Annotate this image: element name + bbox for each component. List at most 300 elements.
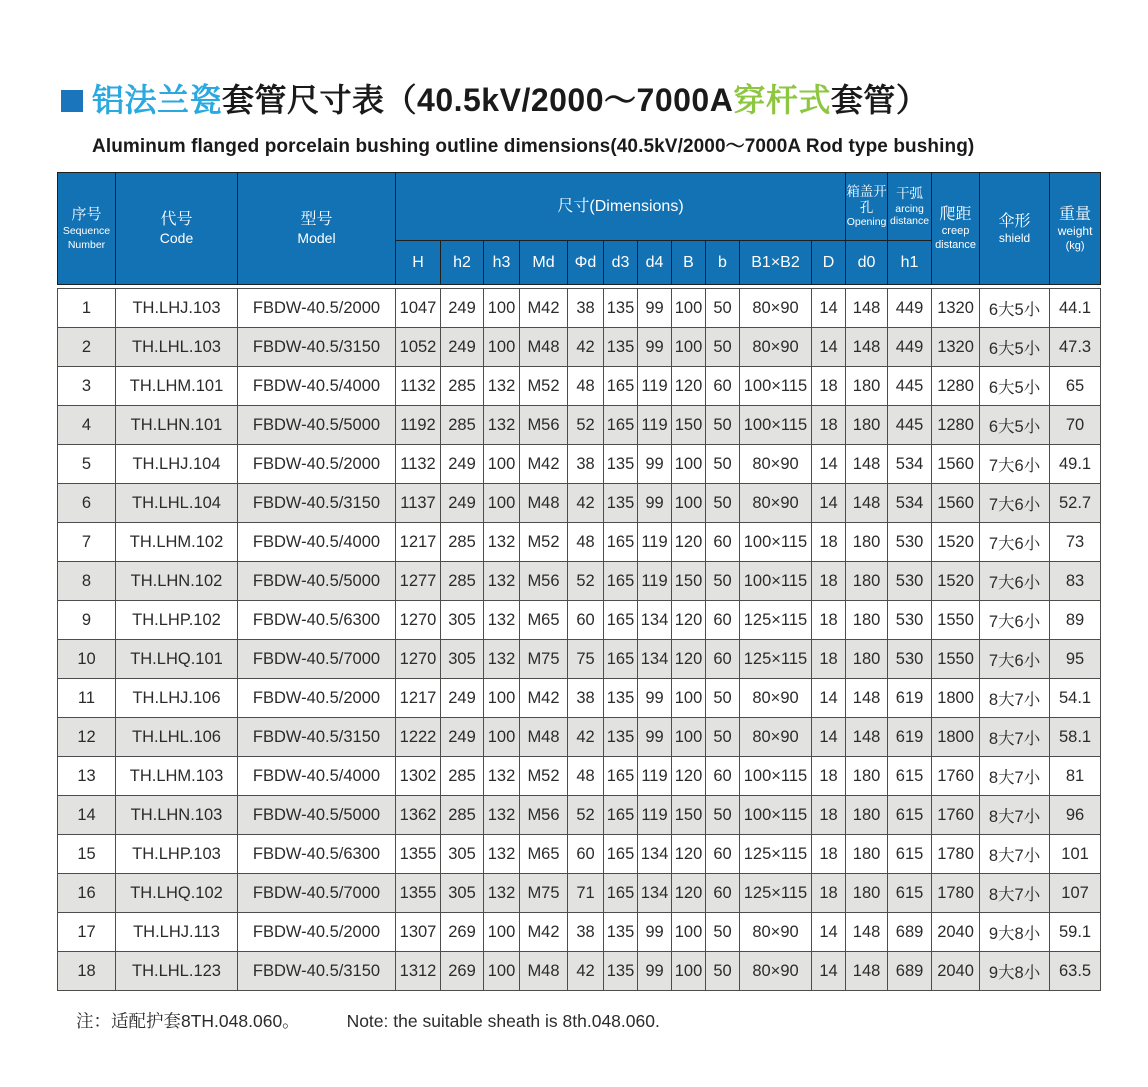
h1-cell: 530 bbox=[888, 640, 932, 679]
b-cap-cell: 120 bbox=[672, 874, 706, 913]
b1xb2-cell: 80×90 bbox=[740, 952, 812, 991]
h2-cell: 249 bbox=[441, 328, 484, 367]
b-cap-cell: 100 bbox=[672, 679, 706, 718]
d4-cell: 119 bbox=[638, 562, 672, 601]
weight-cell: 81 bbox=[1050, 757, 1101, 796]
model-cell: FBDW-40.5/7000 bbox=[238, 874, 396, 913]
creep-label-cn: 爬距 bbox=[939, 206, 972, 224]
d-cell: 14 bbox=[812, 679, 846, 718]
phi-d-cell: 38 bbox=[568, 679, 604, 718]
b-low-cell: 50 bbox=[706, 328, 740, 367]
b1xb2-cell: 100×115 bbox=[740, 367, 812, 406]
opening-label-cn: 箱盖开孔 bbox=[846, 184, 887, 215]
b1xb2-cell: 100×115 bbox=[740, 523, 812, 562]
d0-cell: 148 bbox=[846, 718, 888, 757]
title-part-black2: 套管） bbox=[830, 82, 929, 118]
code-cell: TH.LHN.103 bbox=[116, 796, 238, 835]
h-cell: 1312 bbox=[396, 952, 441, 991]
b-cap-cell: 100 bbox=[672, 952, 706, 991]
table-row bbox=[58, 445, 1101, 484]
d4-cell: 99 bbox=[638, 484, 672, 523]
md-cell: M52 bbox=[520, 523, 568, 562]
h-cell: 1217 bbox=[396, 679, 441, 718]
table-row bbox=[58, 874, 1101, 913]
col-header-D: D bbox=[812, 241, 846, 285]
h-cell: 1137 bbox=[396, 484, 441, 523]
d-cell: 18 bbox=[812, 523, 846, 562]
b-cap-cell: 100 bbox=[672, 484, 706, 523]
h-cell: 1355 bbox=[396, 874, 441, 913]
page-subtitle: Aluminum flanged porcelain bushing outline dimensions(40.5kV/2000～7000A Rod type bushing) bbox=[92, 136, 975, 157]
h2-cell: 249 bbox=[441, 718, 484, 757]
table-row bbox=[58, 757, 1101, 796]
col-header-Md: Md bbox=[520, 241, 568, 285]
weight-cell: 73 bbox=[1050, 523, 1101, 562]
d0-cell: 148 bbox=[846, 952, 888, 991]
md-cell: M75 bbox=[520, 640, 568, 679]
h-cell: 1270 bbox=[396, 601, 441, 640]
code-label-cn: 代号 bbox=[160, 211, 193, 228]
d-cell: 18 bbox=[812, 874, 846, 913]
d-cell: 18 bbox=[812, 601, 846, 640]
h-cell: 1192 bbox=[396, 406, 441, 445]
header-row-1 bbox=[58, 173, 1101, 241]
d-cell: 18 bbox=[812, 796, 846, 835]
md-cell: M48 bbox=[520, 718, 568, 757]
table-row bbox=[58, 796, 1101, 835]
b-cap-cell: 120 bbox=[672, 835, 706, 874]
shield-cell: 9大8小 bbox=[980, 913, 1050, 952]
table-row bbox=[58, 601, 1101, 640]
phi-d-cell: 52 bbox=[568, 562, 604, 601]
h2-cell: 249 bbox=[441, 679, 484, 718]
arcing-label-cn: 干弧 bbox=[896, 186, 924, 202]
b-low-cell: 50 bbox=[706, 679, 740, 718]
shield-cell: 8大7小 bbox=[980, 874, 1050, 913]
h3-cell: 132 bbox=[484, 835, 520, 874]
model-cell: FBDW-40.5/6300 bbox=[238, 835, 396, 874]
table-row bbox=[58, 562, 1101, 601]
col-header-shield bbox=[980, 173, 1050, 285]
d0-cell: 148 bbox=[846, 913, 888, 952]
h3-cell: 132 bbox=[484, 523, 520, 562]
h2-cell: 269 bbox=[441, 952, 484, 991]
d4-cell: 119 bbox=[638, 757, 672, 796]
d-cell: 14 bbox=[812, 328, 846, 367]
h3-cell: 132 bbox=[484, 601, 520, 640]
shield-cell: 7大6小 bbox=[980, 484, 1050, 523]
d3-cell: 165 bbox=[604, 523, 638, 562]
b-low-cell: 50 bbox=[706, 913, 740, 952]
shield-cell: 8大7小 bbox=[980, 679, 1050, 718]
phi-d-cell: 48 bbox=[568, 523, 604, 562]
sequence-cell: 18 bbox=[58, 952, 116, 991]
col-header-dimensions bbox=[396, 173, 846, 241]
col-header-model bbox=[238, 173, 396, 285]
model-cell: FBDW-40.5/4000 bbox=[238, 757, 396, 796]
phi-d-cell: 48 bbox=[568, 757, 604, 796]
b-cap-cell: 120 bbox=[672, 640, 706, 679]
phi-d-cell: 48 bbox=[568, 367, 604, 406]
d3-cell: 165 bbox=[604, 835, 638, 874]
model-cell: FBDW-40.5/3150 bbox=[238, 328, 396, 367]
h2-cell: 249 bbox=[441, 484, 484, 523]
h3-cell: 100 bbox=[484, 328, 520, 367]
b-low-cell: 50 bbox=[706, 952, 740, 991]
col-header-d4: d4 bbox=[638, 241, 672, 285]
code-cell: TH.LHJ.104 bbox=[116, 445, 238, 484]
phi-d-cell: 42 bbox=[568, 718, 604, 757]
table-row bbox=[58, 328, 1101, 367]
b1xb2-cell: 100×115 bbox=[740, 406, 812, 445]
h1-cell: 615 bbox=[888, 874, 932, 913]
d-cell: 14 bbox=[812, 445, 846, 484]
d0-cell: 148 bbox=[846, 328, 888, 367]
md-cell: M48 bbox=[520, 484, 568, 523]
shield-cell: 7大6小 bbox=[980, 601, 1050, 640]
h2-cell: 249 bbox=[441, 445, 484, 484]
sequence-cell: 1 bbox=[58, 289, 116, 328]
model-label-en: Model bbox=[297, 230, 336, 247]
b-low-cell: 60 bbox=[706, 601, 740, 640]
d0-cell: 180 bbox=[846, 406, 888, 445]
col-header-h2: h2 bbox=[441, 241, 484, 285]
col-header-sequence bbox=[58, 173, 116, 285]
h-cell: 1270 bbox=[396, 640, 441, 679]
title-part-black1: 套管尺寸表（40.5kV/2000～7000A bbox=[222, 82, 734, 118]
h-cell: 1047 bbox=[396, 289, 441, 328]
shield-cell: 8大7小 bbox=[980, 757, 1050, 796]
code-cell: TH.LHQ.102 bbox=[116, 874, 238, 913]
col-header-b: b bbox=[706, 241, 740, 285]
creep-distance-cell: 1800 bbox=[932, 679, 980, 718]
phi-d-cell: 71 bbox=[568, 874, 604, 913]
b-low-cell: 50 bbox=[706, 406, 740, 445]
h2-cell: 305 bbox=[441, 835, 484, 874]
title-part-green: 穿杆式 bbox=[733, 82, 831, 118]
b-low-cell: 60 bbox=[706, 640, 740, 679]
shield-cell: 8大7小 bbox=[980, 718, 1050, 757]
h-cell: 1217 bbox=[396, 523, 441, 562]
h1-cell: 530 bbox=[888, 523, 932, 562]
h-cell: 1307 bbox=[396, 913, 441, 952]
d0-cell: 180 bbox=[846, 367, 888, 406]
code-cell: TH.LHN.102 bbox=[116, 562, 238, 601]
b1xb2-cell: 80×90 bbox=[740, 679, 812, 718]
md-cell: M52 bbox=[520, 367, 568, 406]
h2-cell: 285 bbox=[441, 796, 484, 835]
col-header-H: H bbox=[396, 241, 441, 285]
h2-cell: 285 bbox=[441, 406, 484, 445]
phi-d-cell: 38 bbox=[568, 445, 604, 484]
d3-cell: 135 bbox=[604, 328, 638, 367]
sequence-cell: 4 bbox=[58, 406, 116, 445]
sequence-cell: 8 bbox=[58, 562, 116, 601]
d3-cell: 165 bbox=[604, 796, 638, 835]
table-row bbox=[58, 952, 1101, 991]
sequence-label-en2: Number bbox=[67, 238, 106, 251]
md-cell: M65 bbox=[520, 601, 568, 640]
phi-d-cell: 42 bbox=[568, 328, 604, 367]
b-cap-cell: 100 bbox=[672, 913, 706, 952]
b1xb2-cell: 80×90 bbox=[740, 328, 812, 367]
h3-cell: 132 bbox=[484, 757, 520, 796]
h1-cell: 619 bbox=[888, 679, 932, 718]
h3-cell: 100 bbox=[484, 484, 520, 523]
d-cell: 18 bbox=[812, 835, 846, 874]
weight-cell: 49.1 bbox=[1050, 445, 1101, 484]
model-cell: FBDW-40.5/3150 bbox=[238, 952, 396, 991]
b1xb2-cell: 125×115 bbox=[740, 835, 812, 874]
sequence-cell: 11 bbox=[58, 679, 116, 718]
b-cap-cell: 120 bbox=[672, 601, 706, 640]
d0-cell: 180 bbox=[846, 757, 888, 796]
d4-cell: 119 bbox=[638, 523, 672, 562]
phi-d-cell: 42 bbox=[568, 484, 604, 523]
d-cell: 18 bbox=[812, 367, 846, 406]
code-cell: TH.LHM.102 bbox=[116, 523, 238, 562]
b1xb2-cell: 100×115 bbox=[740, 796, 812, 835]
creep-distance-cell: 1550 bbox=[932, 601, 980, 640]
b-cap-cell: 100 bbox=[672, 718, 706, 757]
shield-cell: 7大6小 bbox=[980, 640, 1050, 679]
d-cell: 14 bbox=[812, 718, 846, 757]
sequence-label-en1: Sequence bbox=[62, 225, 111, 238]
creep-distance-cell: 1520 bbox=[932, 562, 980, 601]
d0-cell: 180 bbox=[846, 601, 888, 640]
h1-cell: 615 bbox=[888, 796, 932, 835]
md-cell: M52 bbox=[520, 757, 568, 796]
h-cell: 1132 bbox=[396, 445, 441, 484]
sequence-cell: 17 bbox=[58, 913, 116, 952]
model-cell: FBDW-40.5/5000 bbox=[238, 562, 396, 601]
weight-cell: 95 bbox=[1050, 640, 1101, 679]
sequence-cell: 5 bbox=[58, 445, 116, 484]
code-cell: TH.LHL.106 bbox=[116, 718, 238, 757]
h1-cell: 449 bbox=[888, 289, 932, 328]
table-row bbox=[58, 406, 1101, 445]
creep-distance-cell: 1560 bbox=[932, 445, 980, 484]
b1xb2-cell: 80×90 bbox=[740, 445, 812, 484]
creep-label-en1: creep bbox=[941, 225, 970, 238]
title-text bbox=[92, 80, 928, 120]
h3-cell: 132 bbox=[484, 406, 520, 445]
table-row bbox=[58, 289, 1101, 328]
weight-cell: 83 bbox=[1050, 562, 1101, 601]
creep-distance-cell: 1760 bbox=[932, 796, 980, 835]
sequence-cell: 6 bbox=[58, 484, 116, 523]
b-cap-cell: 120 bbox=[672, 757, 706, 796]
col-header-d3: d3 bbox=[604, 241, 638, 285]
creep-distance-cell: 1780 bbox=[932, 874, 980, 913]
d-cell: 14 bbox=[812, 289, 846, 328]
h1-cell: 689 bbox=[888, 913, 932, 952]
h2-cell: 285 bbox=[441, 523, 484, 562]
col-header-Φd: Φd bbox=[568, 241, 604, 285]
d3-cell: 135 bbox=[604, 679, 638, 718]
h3-cell: 132 bbox=[484, 874, 520, 913]
h-cell: 1355 bbox=[396, 835, 441, 874]
b1xb2-cell: 80×90 bbox=[740, 484, 812, 523]
model-cell: FBDW-40.5/7000 bbox=[238, 640, 396, 679]
h2-cell: 305 bbox=[441, 601, 484, 640]
weight-cell: 89 bbox=[1050, 601, 1101, 640]
h1-cell: 534 bbox=[888, 484, 932, 523]
md-cell: M75 bbox=[520, 874, 568, 913]
h-cell: 1277 bbox=[396, 562, 441, 601]
h1-cell: 530 bbox=[888, 601, 932, 640]
b1xb2-cell: 100×115 bbox=[740, 757, 812, 796]
table-row bbox=[58, 718, 1101, 757]
d3-cell: 165 bbox=[604, 562, 638, 601]
sequence-cell: 7 bbox=[58, 523, 116, 562]
b-cap-cell: 100 bbox=[672, 328, 706, 367]
model-cell: FBDW-40.5/5000 bbox=[238, 406, 396, 445]
d4-cell: 99 bbox=[638, 679, 672, 718]
creep-distance-cell: 1760 bbox=[932, 757, 980, 796]
b-low-cell: 60 bbox=[706, 874, 740, 913]
weight-label-en: weight bbox=[1057, 223, 1093, 238]
md-cell: M42 bbox=[520, 913, 568, 952]
b-cap-cell: 150 bbox=[672, 796, 706, 835]
b-low-cell: 60 bbox=[706, 523, 740, 562]
h-cell: 1052 bbox=[396, 328, 441, 367]
code-cell: TH.LHP.103 bbox=[116, 835, 238, 874]
shield-cell: 6大5小 bbox=[980, 367, 1050, 406]
model-cell: FBDW-40.5/3150 bbox=[238, 484, 396, 523]
sequence-cell: 16 bbox=[58, 874, 116, 913]
d4-cell: 119 bbox=[638, 367, 672, 406]
d-cell: 18 bbox=[812, 406, 846, 445]
d0-cell: 180 bbox=[846, 640, 888, 679]
b-low-cell: 50 bbox=[706, 289, 740, 328]
md-cell: M48 bbox=[520, 952, 568, 991]
code-label-en: Code bbox=[159, 230, 194, 247]
d0-cell: 148 bbox=[846, 679, 888, 718]
dimensions-label: 尺寸(Dimensions) bbox=[557, 197, 684, 215]
col-header-opening bbox=[846, 173, 888, 241]
creep-distance-cell: 2040 bbox=[932, 952, 980, 991]
d-cell: 14 bbox=[812, 913, 846, 952]
shield-cell: 7大6小 bbox=[980, 445, 1050, 484]
h3-cell: 100 bbox=[484, 718, 520, 757]
d3-cell: 165 bbox=[604, 406, 638, 445]
weight-cell: 107 bbox=[1050, 874, 1101, 913]
weight-cell: 58.1 bbox=[1050, 718, 1101, 757]
weight-cell: 59.1 bbox=[1050, 913, 1101, 952]
table-row bbox=[58, 367, 1101, 406]
b-cap-cell: 100 bbox=[672, 445, 706, 484]
shield-label-cn: 伞形 bbox=[998, 212, 1031, 230]
h3-cell: 100 bbox=[484, 289, 520, 328]
b-low-cell: 60 bbox=[706, 757, 740, 796]
creep-distance-cell: 1520 bbox=[932, 523, 980, 562]
d4-cell: 134 bbox=[638, 640, 672, 679]
bushing-dimensions-table bbox=[57, 172, 1101, 991]
b1xb2-cell: 80×90 bbox=[740, 718, 812, 757]
h-cell: 1222 bbox=[396, 718, 441, 757]
phi-d-cell: 38 bbox=[568, 289, 604, 328]
phi-d-cell: 52 bbox=[568, 406, 604, 445]
table-row bbox=[58, 484, 1101, 523]
code-cell: TH.LHJ.103 bbox=[116, 289, 238, 328]
h3-cell: 132 bbox=[484, 796, 520, 835]
d0-cell: 148 bbox=[846, 289, 888, 328]
table-row bbox=[58, 640, 1101, 679]
creep-distance-cell: 1550 bbox=[932, 640, 980, 679]
sequence-cell: 2 bbox=[58, 328, 116, 367]
sequence-cell: 15 bbox=[58, 835, 116, 874]
page-title bbox=[57, 80, 928, 120]
h2-cell: 305 bbox=[441, 640, 484, 679]
sequence-cell: 9 bbox=[58, 601, 116, 640]
d4-cell: 134 bbox=[638, 835, 672, 874]
b-cap-cell: 120 bbox=[672, 367, 706, 406]
d-cell: 18 bbox=[812, 562, 846, 601]
weight-cell: 44.1 bbox=[1050, 289, 1101, 328]
code-cell: TH.LHM.103 bbox=[116, 757, 238, 796]
phi-d-cell: 38 bbox=[568, 913, 604, 952]
d3-cell: 135 bbox=[604, 718, 638, 757]
d0-cell: 180 bbox=[846, 874, 888, 913]
b-cap-cell: 100 bbox=[672, 289, 706, 328]
h1-cell: 445 bbox=[888, 367, 932, 406]
sequence-cell: 14 bbox=[58, 796, 116, 835]
d3-cell: 135 bbox=[604, 484, 638, 523]
d4-cell: 119 bbox=[638, 406, 672, 445]
h3-cell: 100 bbox=[484, 952, 520, 991]
b1xb2-cell: 80×90 bbox=[740, 289, 812, 328]
d3-cell: 165 bbox=[604, 757, 638, 796]
code-cell: TH.LHJ.106 bbox=[116, 679, 238, 718]
b-cap-cell: 120 bbox=[672, 523, 706, 562]
creep-distance-cell: 1320 bbox=[932, 289, 980, 328]
model-cell: FBDW-40.5/4000 bbox=[238, 367, 396, 406]
weight-cell: 54.1 bbox=[1050, 679, 1101, 718]
b-low-cell: 50 bbox=[706, 718, 740, 757]
b-low-cell: 50 bbox=[706, 562, 740, 601]
shield-cell: 6大5小 bbox=[980, 289, 1050, 328]
sequence-cell: 12 bbox=[58, 718, 116, 757]
table-row bbox=[58, 679, 1101, 718]
h2-cell: 305 bbox=[441, 874, 484, 913]
phi-d-cell: 42 bbox=[568, 952, 604, 991]
col-header-h3: h3 bbox=[484, 241, 520, 285]
h2-cell: 285 bbox=[441, 367, 484, 406]
weight-label-unit: (kg) bbox=[1065, 239, 1085, 252]
d0-cell: 180 bbox=[846, 796, 888, 835]
d-cell: 14 bbox=[812, 952, 846, 991]
h3-cell: 132 bbox=[484, 562, 520, 601]
shield-cell: 7大6小 bbox=[980, 562, 1050, 601]
shield-cell: 6大5小 bbox=[980, 328, 1050, 367]
shield-label-en: shield bbox=[998, 230, 1031, 245]
col-header-h1: h1 bbox=[888, 241, 932, 285]
h2-cell: 269 bbox=[441, 913, 484, 952]
code-cell: TH.LHQ.101 bbox=[116, 640, 238, 679]
d0-cell: 180 bbox=[846, 562, 888, 601]
md-cell: M56 bbox=[520, 562, 568, 601]
d4-cell: 134 bbox=[638, 601, 672, 640]
h2-cell: 285 bbox=[441, 757, 484, 796]
h-cell: 1132 bbox=[396, 367, 441, 406]
phi-d-cell: 52 bbox=[568, 796, 604, 835]
opening-label-en: Opening bbox=[846, 216, 887, 229]
arcing-label-en: arcing distance bbox=[890, 202, 930, 227]
weight-cell: 52.7 bbox=[1050, 484, 1101, 523]
model-cell: FBDW-40.5/5000 bbox=[238, 796, 396, 835]
d-cell: 18 bbox=[812, 640, 846, 679]
